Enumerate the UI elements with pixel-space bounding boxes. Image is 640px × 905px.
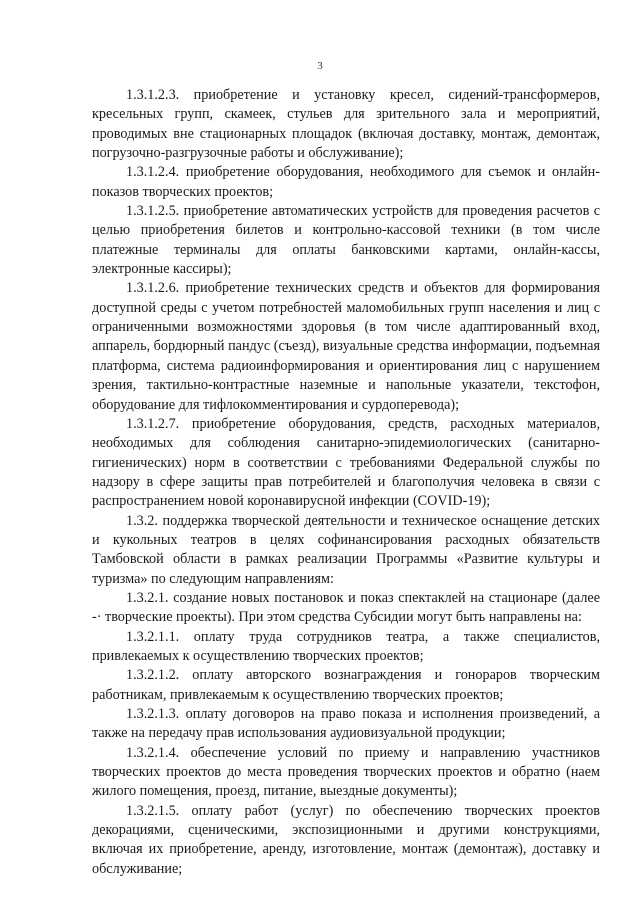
paragraph-1-3-2-1-3: 1.3.2.1.3. оплату договоров на право показа и исполнения произведений, а также на передачу прав использования аудиовизуальной продукции; [92,706,600,742]
paragraph-1-3-2-1: 1.3.2.1. создание новых постановок и показ спектаклей на стационаре (далее -· творческие проекты). При этом средства Субсидии могут быть направлены на: [92,589,600,626]
paragraph-1-3-2-1-4: 1.3.2.1.4. обеспечение условий по приему и направлению участников творческих проектов до места проведения творческих проектов и обратно (наем жилого помещения, проезд, питание, выездные документы); [92,744,600,800]
paragraph-1-3-2-1-5: 1.3.2.1.5. оплату работ (услуг) по обеспечению творческих проектов декорациями, сценическими, экспозиционными и другими конструкциями, включая их приобретение, аренду, изготовление, монтаж (демонтаж), доставку и обслуживание; [92,802,600,877]
paragraph-1-3-1-2-6: 1.3.1.2.6. приобретение технических средств и объектов для формирования доступной среды с учетом потребностей маломобильных групп населения и лиц с ограниченными возможностями здоровья (в том числе адаптированный вход, аппарель, бордюрный пандус (съезд), визуальные средства информации, подъемная платформа, система радиоинформирования и ориентирования лиц с нарушением зрения, тактильно-контрастные наземные и напольные указатели, текстофон, оборудование для тифлокомментирования и сурдоперевода); [92,280,600,413]
paragraph-1-3-1-2-5: 1.3.1.2.5. приобретение автоматических устройств для проведения расчетов с целью приобретения билетов и контрольно-кассовой техники (в том числе платежные терминалы для оплаты банковскими картами, онлайн-кассы, электронные кассиры); [92,203,600,278]
page-number: 3 [317,60,323,72]
paragraph-1-3-2: 1.3.2. поддержка творческой деятельности и техническое оснащение детских и кукольных театров в целях софинансирования расходных обязательств Тамбовской области в рамках реализации Программы «Развитие культуры и туризма» по следующим направлениям: [92,512,600,587]
document-body [92,86,600,879]
paragraph-1-3-1-2-4: 1.3.1.2.4. приобретение оборудования, необходимого для съемок и онлайн-показов творческих проектов; [92,164,600,200]
paragraph-1-3-2-1-1: 1.3.2.1.1. оплату труда сотрудников театра, а также специалистов, привлекаемых к осуществлению творческих проектов; [92,628,600,664]
paragraph-1-3-1-2-7: 1.3.1.2.7. приобретение оборудования, средств, расходных материалов, необходимых для соблюдения санитарно-эпидемиологических (санитарно-гигиенических) норм в соответствии с требованиями Федеральной службы по надзору в сфере защиты прав потребителей и благополучия человека в связи с распространением новой коронавирусной инфекции (COVID-19); [92,415,600,510]
paragraph-1-3-2-1-2: 1.3.2.1.2. оплату авторского вознаграждения и гонораров творческим работникам, привлекаемым к осуществлению творческих проектов; [92,667,600,703]
paragraph-1-3-1-2-3: 1.3.1.2.3. приобретение и установку кресел, сидений-трансформеров, кресельных групп, скамеек, стульев для зрительного зала и мероприятий, проводимых вне стационарных площадок (включая доставку, монтаж, демонтаж, погрузочно-разгрузочные работы и обслуживание); [92,87,600,162]
